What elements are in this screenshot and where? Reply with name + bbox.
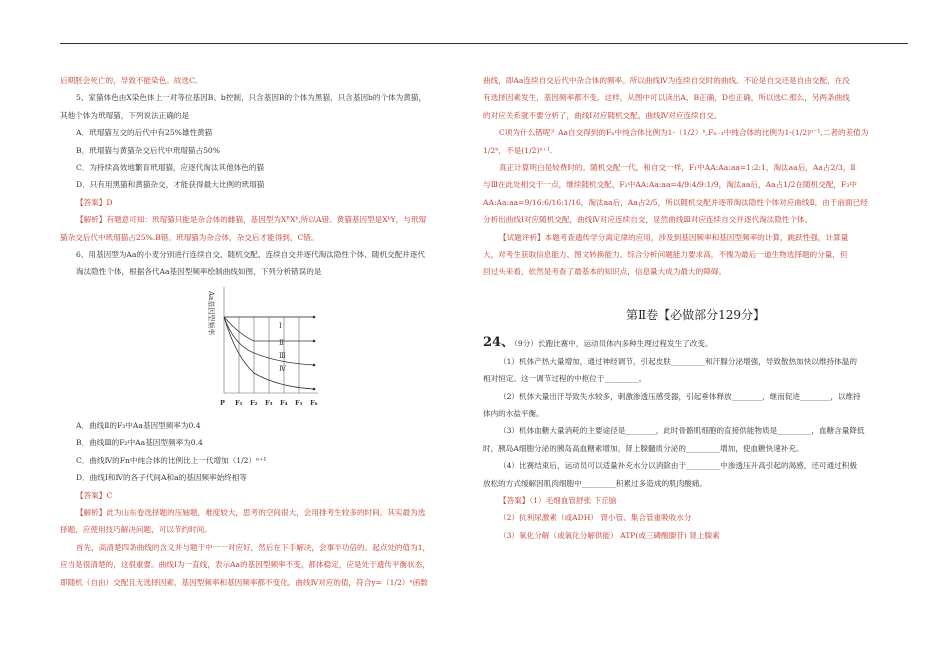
chart-svg — [200, 283, 330, 411]
q6-stem: 6、用基因型为Aa的小麦分别进行连续自交、随机交配、连续自交并逐代淘汰隐性个体、随机交配并逐代 — [76, 250, 425, 260]
analysis-line: AA:Aa:aa=9/16:6/16:1/16，淘汰aa后，Aa占2/5，所以随机交配并逐带淘汰隐性个体对应曲线Ⅱ，由于前面已经 — [483, 197, 868, 207]
q24-sub4-cont: 放松的方式缓解因肌肉细胞中_________积累过多造成的肌肉酸痛。 — [483, 478, 708, 488]
analysis-line: C项为什么错呢？Aa自交得到的Fₙ中纯合体比例为1-（1/2）ⁿ,Fₙ₋₁中纯合体的比例为1-(1/2)ⁿ⁻¹,二者的差值为 — [499, 128, 869, 138]
analysis-line: 有选择因素发生，基因频率都不变，这样，从图中可以读出A、B正确，D也正确，所以选C.那么，另两条曲线 — [483, 93, 850, 103]
q24-stem-text: （9分）长跑比赛中，运动员体内多种生理过程发生了改变。 — [514, 339, 713, 349]
x-tick-label: F₁ — [235, 398, 243, 407]
q24-number: 24、 — [483, 335, 515, 351]
q6-analysis: 【解析】此为山东卷选择题的压轴题，难度较大，思考的空间很大，会用排考生较多的时间。其实最为选 — [76, 507, 426, 517]
q5-answer: 【答案】D — [76, 197, 113, 207]
text-line: 后期胚会死亡的，导致不能染色。故选C。 — [60, 76, 203, 85]
q5-stem-cont: 其他个体为玳瑁猫，下列说法正确的是 — [60, 110, 190, 120]
q6-option-b: B．曲线Ⅲ的F₂中Aa基因型频率为0.4 — [76, 438, 203, 448]
q5-option-b: B．玳瑁猫与黄猫杂交后代中玳瑁猫占50% — [76, 145, 220, 155]
q6-analysis-cont: 应当是很清楚的，这很重要。曲线Ⅰ为一直线，表示Aa的基因型频率不变，都体稳定，应是处于遗传平衡状态， — [60, 560, 430, 570]
frequency-chart — [60, 283, 440, 413]
q6-analysis-cont: 即随机（自由）交配且无选择因素，基因型频率和基因频率都不变化。曲线Ⅳ对应的值，符合y=（1/2）ⁿ函数 — [60, 577, 428, 587]
analysis-line: 1/2ⁿ，不是(1/2)ⁿ⁺¹. — [483, 145, 553, 155]
analysis-line: 曲线，即Aa连续自交后代中杂合体的频率。所以曲线Ⅳ为连续自交时的曲线。不论是自交还是自由交配，在没 — [483, 76, 850, 85]
q24-sub3: （3）机体血糖大量消耗的主要途径是________，此时骨骼肌细胞的直接供能物质是_________，血糖含量降低 — [499, 426, 865, 436]
q6-analysis-cont: 首先，高清楚四条曲线的含义并与题干中一一对应好，然后在下手解决，会事半功倍的。起点处的值为1， — [76, 542, 431, 552]
q5-option-d: D．只有用黑猫和黄猫杂交，才能获得最大比例的玳瑁猫 — [76, 180, 265, 190]
q6-option-c: C．曲线Ⅳ的Fn中纯合体的比例比上一代增加（1/2）ⁿ⁺¹ — [76, 455, 267, 465]
curve-label-1: Ⅰ — [279, 321, 282, 330]
q24-sub2: （2）机体大量出汗导致失水较多，刺激渗透压感受器，引起垂体释放________，继而促进________，以维持 — [499, 391, 861, 401]
q24-sub4: （4）比赛结束后，运动员可以适量补充水分以消除由于_________中渗透压升高引起的渴感，还可通过积极 — [499, 461, 857, 471]
q5-analysis-cont: 猫杂交后代中玳瑁猫占25%.B错。玳瑁猫为杂合体，杂交后才能得到，C错。 — [60, 232, 319, 242]
x-tick-label: F₆ — [310, 398, 318, 407]
right-column — [483, 72, 908, 544]
analysis-line: 真正计算明白是较费时的。随机交配一代，和自交一样，F₁中AA:Aa:aa=1:2:1，淘汰aa后，Aa占2/3，Ⅱ — [499, 163, 856, 173]
curve-label-4: Ⅳ — [279, 364, 286, 373]
analysis-line: 分析出曲线Ⅰ对应随机交配，曲线Ⅳ对应连续自交，显然曲线Ⅲ对应连续自交并逐代淘汰隐性个体。 — [483, 215, 813, 225]
review-line: 【试题评析】本题考查遗传学分离定律的应用，涉及到基因频率和基因型频率的计算，跳跃性强，计算量 — [499, 232, 849, 242]
q24-stem — [483, 334, 908, 352]
q5-option-a: A．玳瑁猫互交的后代中有25%雄性黄猫 — [76, 128, 213, 138]
analysis-line: 与Ⅲ在此处相交于一点，继续随机交配，F₂中AA:Aa:aa=4/9:4/9:1/9，淘汰aa后，Aa占1/2在随机交配，F₃中 — [483, 180, 857, 190]
analysis-line: 的对应关系就不要分析了，曲线Ⅰ对应随机交配，曲线Ⅳ对应连续自交。 — [483, 110, 722, 120]
review-line: 大，对考生获取信息能力、图文转换能力、综合分析问题能力要求高，不愧为最后一道生物选择题的分量，但 — [483, 250, 848, 260]
q24-sub1: （1）机体产热大量增加，通过神经调节，引起皮肤_________和汗腺分泌增强，导致散热加快以维持体温的 — [499, 356, 857, 366]
q6-stem-cont: 淘汰隐性个体，根据各代Aa基因型频率绘制曲线如图，下列分析错误的是 — [76, 267, 322, 277]
curve-label-3: Ⅲ — [279, 351, 286, 360]
q24-sub3-cont: 时，胰岛A细胞分泌的胰岛高血糖素增加，肾上腺髓质分泌的_________增加，使血糖快速补充。 — [483, 443, 804, 453]
q6-option-a: A．曲线Ⅱ的F₃中Aa基因型频率为0.4 — [76, 420, 201, 430]
x-tick-label: P — [220, 398, 225, 407]
q5-analysis: 【解析】有题意可知：玳瑁猫只能是杂合体的雌猫，基因型为XᴮXᵇ,所以A错。黄猫基因型是XᵇY，与玳瑁 — [76, 215, 427, 225]
q6-analysis-cont: 择题，应使用技巧解决问题，可以节约时间。 — [60, 525, 212, 535]
x-tick-label: F₂ — [250, 398, 258, 407]
curve-label-2: Ⅱ — [279, 338, 284, 347]
review-line: 回过头来看，依然是考查了最基本的知识点，信息量大成为最大的障碍。 — [483, 267, 726, 277]
y-axis-label: Aa基因型频率 — [207, 290, 215, 336]
q24-sub2-cont: 体内的水盐平衡。 — [483, 408, 544, 418]
x-tick-label: F₅ — [295, 398, 303, 407]
q24-answer: （3）氧化分解（或氧化分解供能） ATP(或三磷酸腺苷) 肾上腺素 — [499, 530, 720, 540]
left-column — [60, 72, 440, 591]
header-rule — [60, 43, 908, 44]
q24-sub1-cont: 相对恒定。这一调节过程的中枢位于_________。 — [483, 374, 647, 384]
q24-answer: （2）抗利尿激素（或ADH） 肾小管、集合管重吸收水分 — [499, 513, 692, 523]
q5-option-c: C．为持续高效地繁育玳瑁猫，应逐代淘汰其他体色的猫 — [76, 163, 265, 173]
q24-answer: 【答案】（1）毛细血管舒张 下丘脑 — [499, 495, 617, 505]
x-tick-label: F₃ — [265, 398, 273, 407]
x-tick-label: F₄ — [280, 398, 288, 407]
q6-option-d: D．曲线Ⅰ和Ⅳ的各子代间A和a的基因频率始终相等 — [76, 473, 247, 483]
q6-answer: 【答案】C — [76, 490, 113, 500]
q5-stem: 5、家猫体色由X染色体上一对等位基因B、b控制，只含基因B的个体为黑猫，只含基因b的个体为黄猫， — [76, 93, 427, 103]
section-title: 第Ⅱ卷【必做部分129分】 — [625, 307, 766, 322]
